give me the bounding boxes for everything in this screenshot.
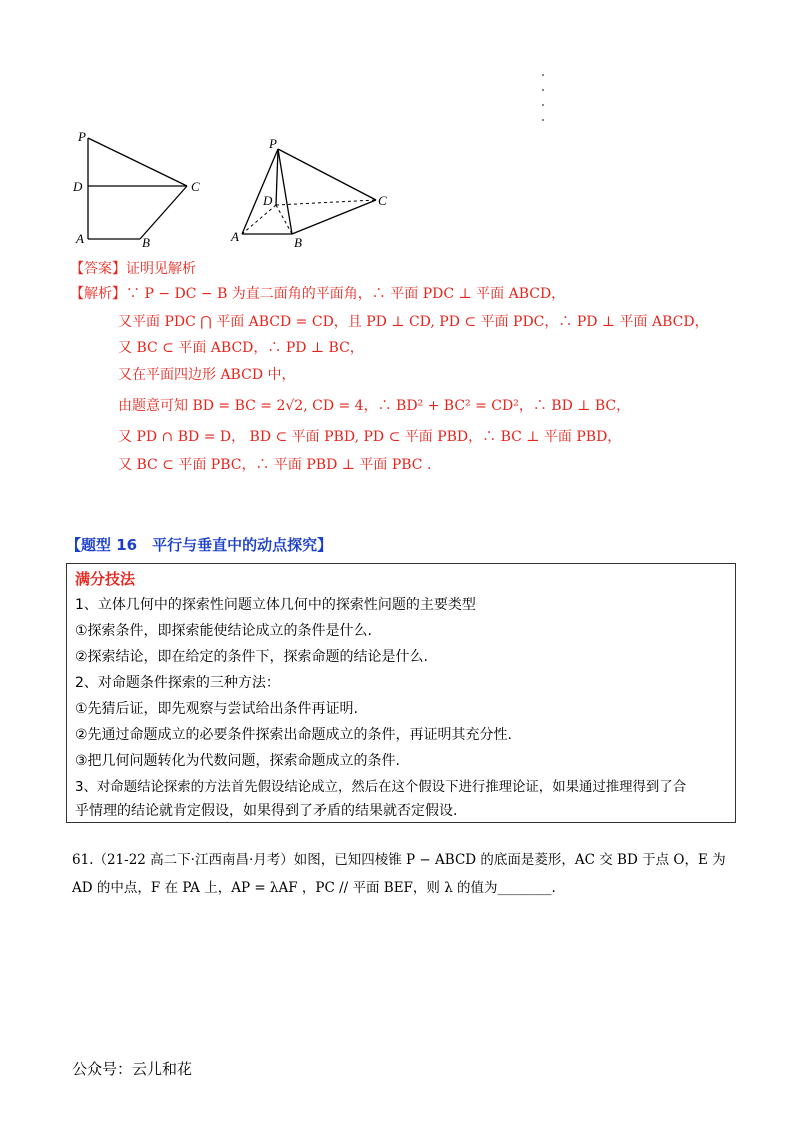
answer-text: 证明见解析: [126, 261, 196, 277]
question-line-1: 61.（21-22 高二下·江西南昌·月考）如图，已知四棱锥 P − ABCD 的底面是菱形，AC 交 BD 于点 O，E 为: [72, 852, 726, 868]
tips-row-8: 3、对命题结论探索的方法首先假设结论成立，然后在这个假设下进行推理论证，如果通过推理得到了合: [75, 780, 687, 795]
analysis-line-7: 又 BC ⊂ 平面 PBC，∴ 平面 PBD ⊥ 平面 PBC .: [118, 457, 432, 473]
answer-line: [70, 258, 196, 278]
figure-pyramid: [228, 135, 398, 255]
fig2-label-c: C: [378, 193, 387, 208]
analysis-first-line: [70, 283, 565, 303]
section-title: 【题型 16 平行与垂直中的动点探究】: [66, 536, 333, 554]
tips-row-5: ①先猜后证，即先观察与尝试给出条件再证明.: [75, 701, 358, 717]
figure-planar-quadrilateral: [68, 125, 218, 250]
analysis-tag: 【解析】: [70, 286, 126, 302]
analysis-line-3: 又 BC ⊂ 平面 ABCD，∴ PD ⊥ BC，: [118, 340, 364, 356]
tips-row-1: 1、立体几何中的探索性问题立体几何中的探索性问题的主要类型: [75, 597, 476, 613]
fig2-label-d: D: [263, 193, 273, 208]
fig1-label-b: B: [142, 235, 150, 250]
tips-row-7: ③把几何问题转化为代数问题，探索命题成立的条件.: [75, 753, 400, 769]
fig2-label-b: B: [294, 235, 302, 250]
fig1-label-p: P: [78, 129, 86, 144]
analysis-line-4: 又在平面四边形 ABCD 中，: [118, 367, 296, 383]
tips-heading: 满分技法: [75, 570, 136, 588]
analysis-line-1: ∵ P − DC − B 为直二面角的平面角，∴ 平面 PDC ⊥ 平面 ABCD，: [126, 286, 566, 302]
tips-row-4: 2、对命题条件探索的三种方法：: [75, 675, 280, 691]
answer-tag: 【答案】: [70, 261, 126, 277]
question-line-2: AD 的中点，F 在 PA 上，AP = λAF ，PC // 平面 BEF，则 λ 的值为________.: [72, 880, 556, 896]
fig2-label-a: A: [231, 229, 239, 244]
fig2-label-p: P: [269, 136, 277, 151]
tips-row-3: ②探索结论，即在给定的条件下，探索命题的结论是什么.: [75, 649, 428, 665]
tips-box: [66, 563, 736, 823]
analysis-line-5: 由题意可知 BD = BC = 2√2, CD = 4，∴ BD² + BC² = CD²，∴ BD ⊥ BC，: [118, 398, 631, 414]
fig1-label-a: A: [76, 231, 84, 246]
fig1-label-d: D: [73, 179, 83, 194]
analysis-line-2: 又平面 PDC ⋂ 平面 ABCD = CD，且 PD ⊥ CD, PD ⊂ 平面 PDC，∴ PD ⊥ 平面 ABCD，: [118, 314, 709, 330]
tips-row-6: ②先通过命题成立的必要条件探索出命题成立的条件，再证明其充分性.: [75, 727, 512, 743]
analysis-line-6: 又 PD ∩ BD = D， BD ⊂ 平面 PBD, PD ⊂ 平面 PBD，∴ BC ⊥ 平面 PBD，: [118, 429, 622, 445]
tips-row-2: ①探索条件，即探索能使结论成立的条件是什么.: [75, 623, 372, 639]
fig1-label-c: C: [191, 179, 200, 194]
footer-text: 公众号：云儿和花: [72, 1060, 193, 1078]
tips-row-9: 乎情理的结论就肯定假设，如果得到了矛盾的结果就否定假设.: [75, 803, 458, 819]
decorative-dots: [542, 74, 544, 134]
